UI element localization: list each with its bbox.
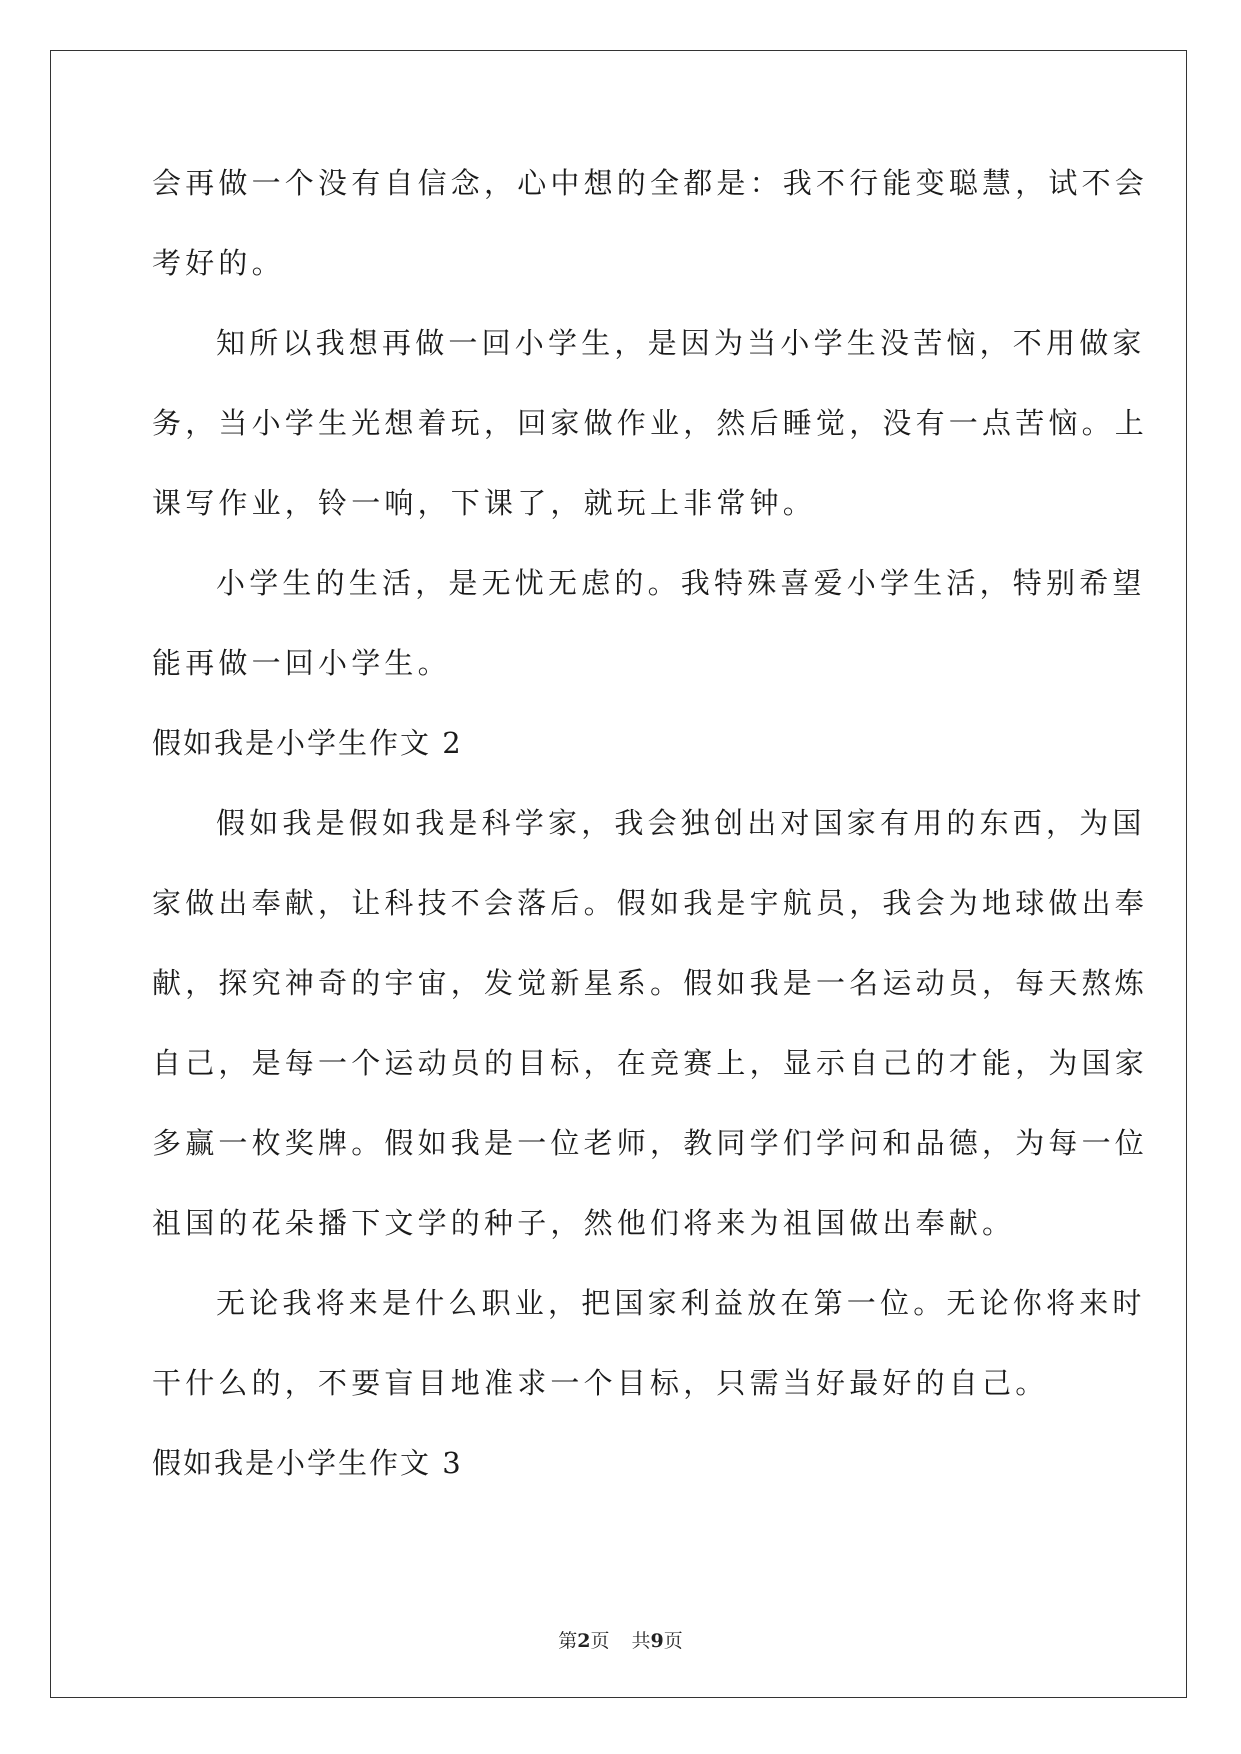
paragraph-start-line: 知所以我想再做一回小学生，是因为当小学生没苦恼，不用做家 xyxy=(216,326,1146,360)
text-line: 祖国的花朵播下文学的种子，然他们将来为祖国做出奉献。 xyxy=(152,1206,1016,1240)
text-line: 献，探究神奇的宇宙，发觉新星系。假如我是一名运动员，每天熬炼 xyxy=(152,966,1149,1000)
current-page-number: 2 xyxy=(577,1630,591,1652)
text-line: 务，当小学生光想着玩，回家做作业，然后睡觉，没有一点苦恼。上 xyxy=(152,406,1149,440)
paragraph-start-line: 小学生的生活，是无忧无虑的。我特殊喜爱小学生活，特别希望 xyxy=(216,566,1146,600)
page-footer xyxy=(0,1626,1241,1653)
section-heading: 假如我是小学生作文 2 xyxy=(152,726,463,760)
paragraph-start-line: 无论我将来是什么职业，把国家利益放在第一位。无论你将来时 xyxy=(216,1286,1146,1320)
total-page-count: 9 xyxy=(650,1630,664,1652)
text-line: 能再做一回小学生。 xyxy=(152,646,451,680)
text-line: 干什么的，不要盲目地准求一个目标，只需当好最好的自己。 xyxy=(152,1366,1049,1400)
total-label-suffix: 页 xyxy=(663,1630,683,1652)
text-line: 多赢一枚奖牌。假如我是一位老师，教同学们学问和品德，为每一位 xyxy=(152,1126,1149,1160)
text-line: 课写作业，铃一响，下课了，就玩上非常钟。 xyxy=(152,486,817,520)
paragraph-start-line: 假如我是假如我是科学家，我会独创出对国家有用的东西，为国 xyxy=(216,806,1146,840)
section-heading: 假如我是小学生作文 3 xyxy=(152,1446,463,1480)
page-label-suffix: 页 xyxy=(590,1630,610,1652)
total-label-prefix: 共 xyxy=(631,1630,651,1652)
text-line: 考好的。 xyxy=(152,246,285,280)
text-line: 会再做一个没有自信念，心中想的全都是：我不行能变聪慧，试不会 xyxy=(152,166,1149,200)
page-label-prefix: 第 xyxy=(558,1630,578,1652)
text-line: 自己，是每一个运动员的目标，在竞赛上，显示自己的才能，为国家 xyxy=(152,1046,1149,1080)
document-body xyxy=(152,163,1149,1523)
text-line: 家做出奉献，让科技不会落后。假如我是宇航员，我会为地球做出奉 xyxy=(152,886,1149,920)
